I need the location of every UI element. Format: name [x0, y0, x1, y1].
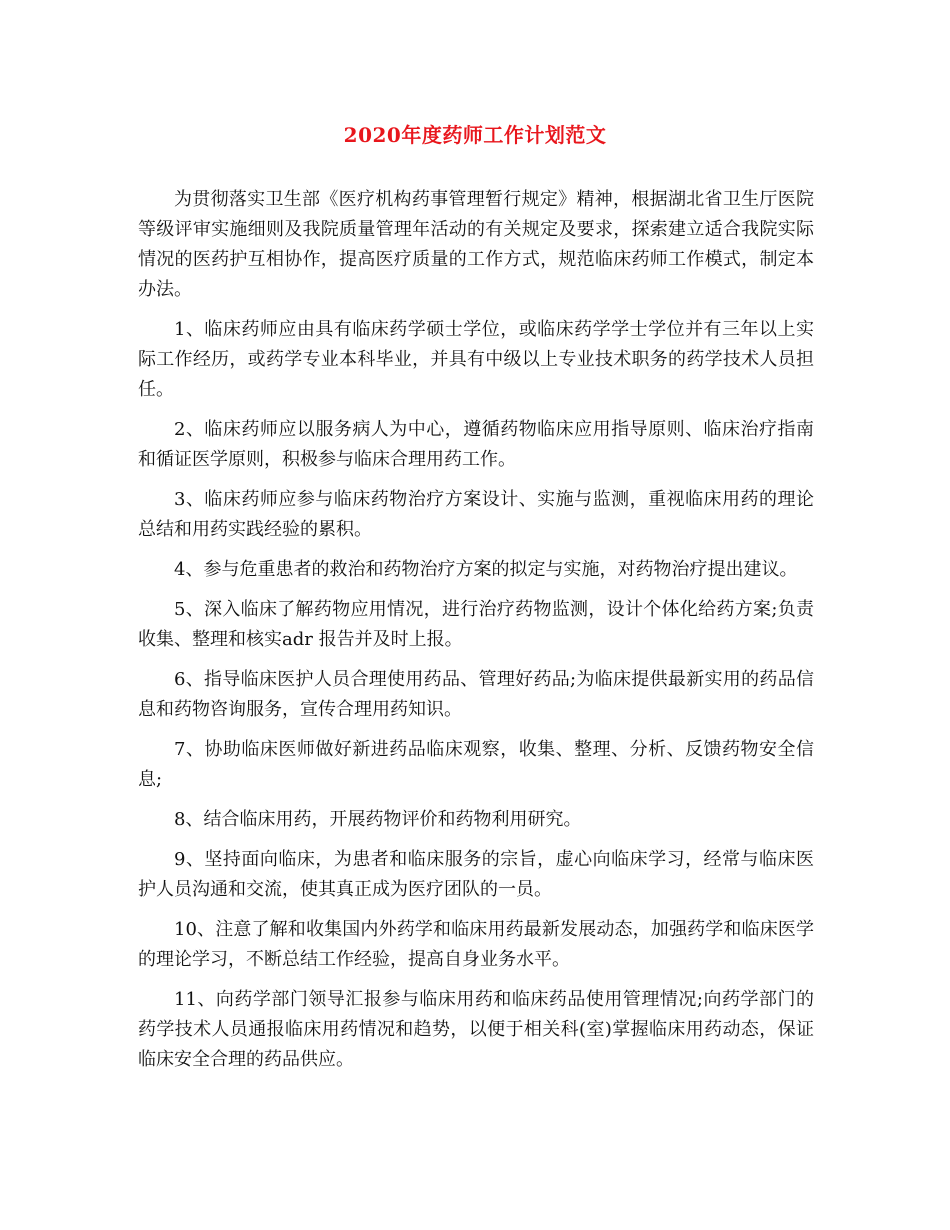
paragraph-item-11: 11、向药学部门领导汇报参与临床用药和临床药品使用管理情况;向药学部门的药学技术人员通报临床用药情况和趋势，以便于相关科(室)掌握临床用药动态，保证临床安全合理的药品供应。	[138, 989, 814, 1070]
paragraph-item-9: 9、坚持面向临床，为患者和临床服务的宗旨，虚心向临床学习，经常与临床医护人员沟通和交流，使其真正成为医疗团队的一员。	[138, 849, 814, 900]
paragraph-item-10: 10、注意了解和收集国内外药学和临床用药最新发展动态，加强药学和临床医学的理论学习，不断总结工作经验，提高自身业务水平。	[138, 919, 814, 970]
document-title: 2020年度药师工作计划范文	[343, 123, 607, 147]
paragraph-item-6: 6、指导临床医护人员合理使用药品、管理好药品;为临床提供最新实用的药品信息和药物咨询服务，宣传合理用药知识。	[138, 669, 814, 720]
paragraph-item-8: 8、结合临床用药，开展药物评价和药物利用研究。	[174, 809, 582, 830]
paragraph-item-5: 5、深入临床了解药物应用情况，进行治疗药物监测，设计个体化给药方案;负责收集、整理和核实adr 报告并及时上报。	[138, 599, 814, 650]
paragraph-item-2: 2、临床药师应以服务病人为中心，遵循药物临床应用指导原则、临床治疗指南和循证医学原则，积极参与临床合理用药工作。	[138, 419, 814, 470]
paragraph-item-1: 1、临床药师应由具有临床药学硕士学位，或临床药学学士学位并有三年以上实际工作经历，或药学专业本科毕业，并具有中级以上专业技术职务的药学技术人员担任。	[138, 319, 814, 400]
paragraph-item-7: 7、协助临床医师做好新进药品临床观察，收集、整理、分析、反馈药物安全信息;	[138, 739, 814, 790]
paragraph-intro: 为贯彻落实卫生部《医疗机构药事管理暂行规定》精神，根据湖北省卫生厅医院等级评审实施细则及我院质量管理年活动的有关规定及要求，探索建立适合我院实际情况的医药护互相协作，提高医疗质量的工作方式，规范临床药师工作模式，制定本办法。	[138, 189, 814, 300]
paragraph-item-3: 3、临床药师应参与临床药物治疗方案设计、实施与监测，重视临床用药的理论总结和用药实践经验的累积。	[138, 489, 814, 540]
document-body	[138, 185, 814, 1085]
paragraph-item-4: 4、参与危重患者的救治和药物治疗方案的拟定与实施，对药物治疗提出建议。	[174, 559, 798, 580]
